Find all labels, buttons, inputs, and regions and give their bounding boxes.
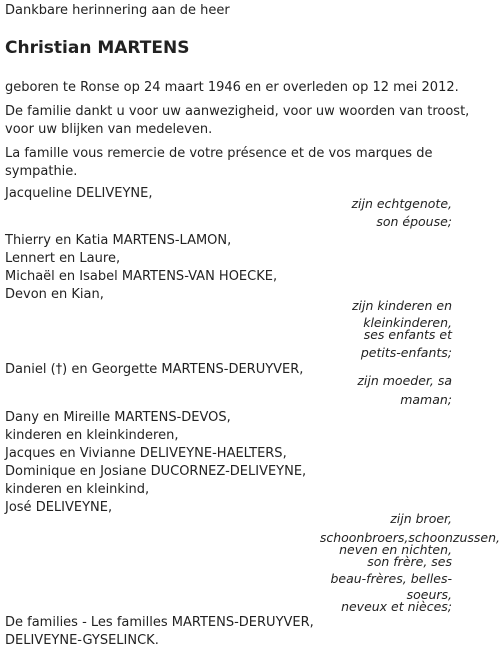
parents-line: Daniel (†) en Georgette MARTENS-DERUYVER,	[5, 362, 304, 377]
children-role-2: kleinkinderen,	[363, 315, 452, 330]
thanks-nl-line-2: voor uw blijken van medeleven.	[5, 122, 213, 137]
siblings-line-5: kinderen en kleinkind,	[5, 482, 150, 497]
siblings-line-3: Jacques en Vivianne DELIVEYNE-HAELTERS,	[5, 446, 287, 461]
deceased-name: Christian MARTENS	[5, 38, 190, 58]
families-line-1: De families - Les familles MARTENS-DERUYVER,	[5, 615, 314, 630]
siblings-line-1: Dany en Mireille MARTENS-DEVOS,	[5, 410, 231, 425]
children-line-3: Michaël en Isabel MARTENS-VAN HOECKE,	[5, 269, 278, 284]
siblings-role-3: neven en nichten,	[339, 542, 452, 557]
thanks-nl-line-1: De familie dankt u voor uw aanwezigheid, voor uw woorden van troost,	[5, 104, 470, 119]
siblings-line-4: Dominique en Josiane DUCORNEZ-DELIVEYNE,	[5, 464, 307, 479]
birth-death-line: geboren te Ronse op 24 maart 1946 en er overleden op 12 mei 2012.	[5, 80, 459, 95]
parents-role-2: maman;	[400, 392, 452, 407]
siblings-line-2: kinderen en kleinkinderen,	[5, 428, 179, 443]
thanks-fr-line-1: La famille vous remercie de votre présence et de vos marques de	[5, 146, 433, 161]
intro-text: Dankbare herinnering aan de heer	[5, 3, 230, 18]
siblings-line-6: José DELIVEYNE,	[5, 500, 113, 515]
children-line-2: Lennert en Laure,	[5, 251, 121, 266]
siblings-role-2: schoonbroers,schoonzussen,	[319, 530, 500, 545]
siblings-role-6: soeurs,	[406, 587, 452, 602]
children-role-1: zijn kinderen en	[352, 298, 452, 313]
children-line-4: Devon en Kian,	[5, 287, 104, 302]
siblings-role-7: neveux et nièces;	[341, 599, 452, 614]
parents-role-1: zijn moeder, sa	[357, 373, 452, 388]
siblings-role-1: zijn broer,	[390, 511, 452, 526]
thanks-fr-line-2: sympathie.	[5, 164, 78, 179]
siblings-role-4: son frère, ses	[367, 554, 452, 569]
siblings-role-5: beau-frères, belles-	[330, 571, 452, 586]
spouse-name: Jacqueline DELIVEYNE,	[5, 186, 153, 201]
children-role-4: petits-enfants;	[360, 345, 452, 360]
spouse-role-2: son épouse;	[376, 214, 452, 229]
children-line-1: Thierry en Katia MARTENS-LAMON,	[5, 233, 232, 248]
children-role-3: ses enfants et	[363, 327, 452, 342]
spouse-role-1: zijn echtgenote,	[351, 196, 452, 211]
families-line-2: DELIVEYNE-GYSELINCK.	[5, 633, 159, 648]
